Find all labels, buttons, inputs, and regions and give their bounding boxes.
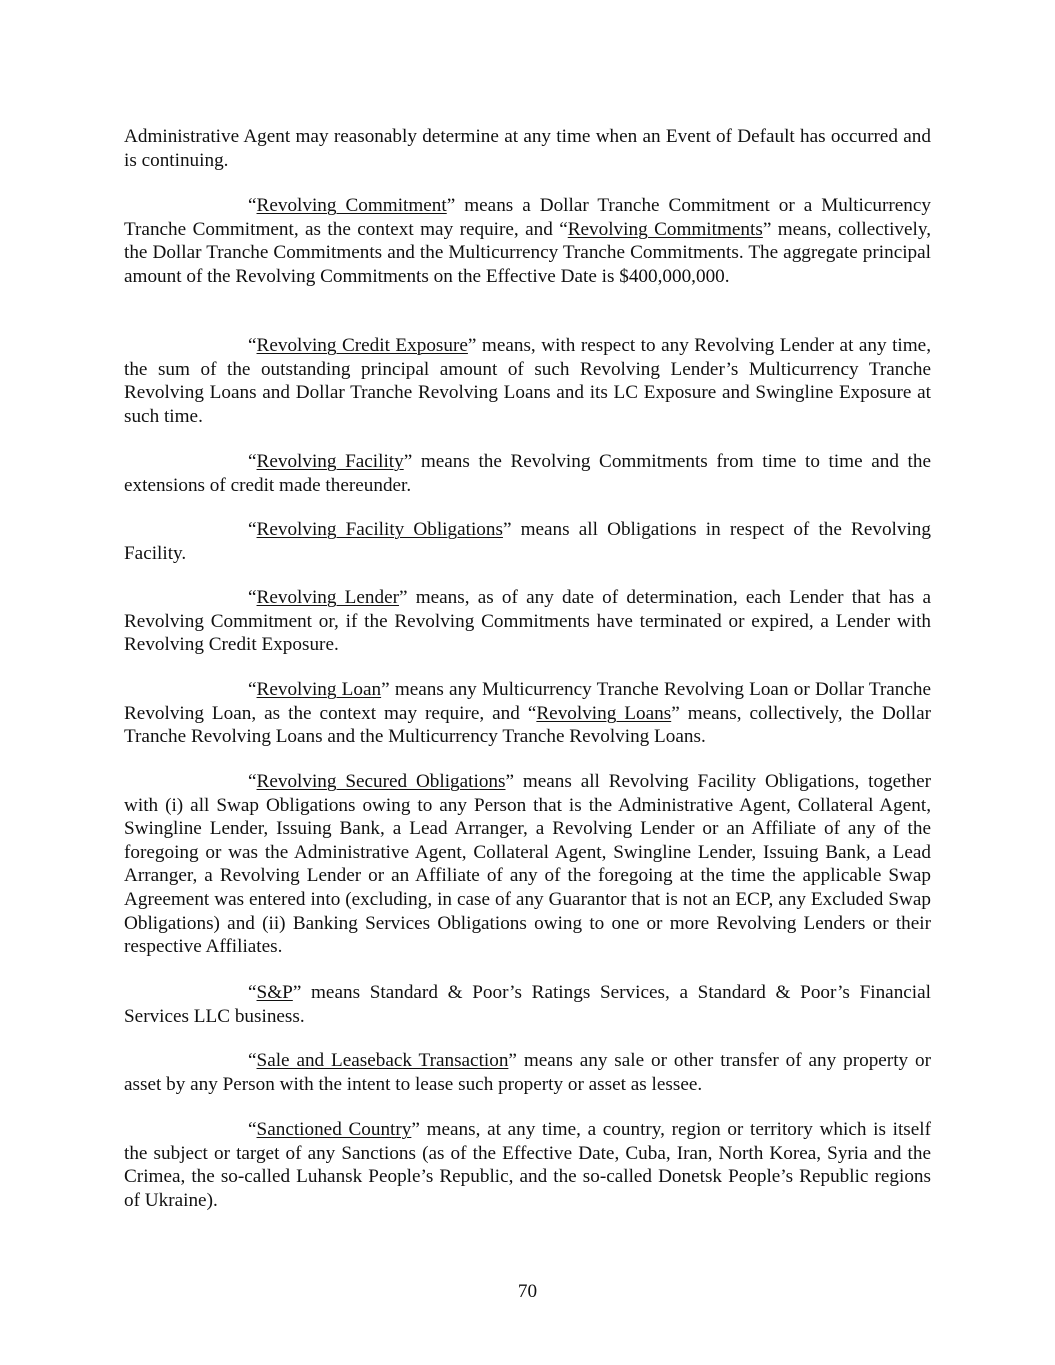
defined-term: Revolving Commitment <box>256 195 447 216</box>
definition-revolving-facility-obligations: “Revolving Facility Obligations” means all Obligations in respect of the Revolving Facility. <box>124 519 931 564</box>
defined-term: Revolving Lender <box>256 587 400 608</box>
definition-sanctioned-country: “Sanctioned Country” means, at any time, a country, region or territory which is itself the subject or target of any Sanctions (as of the Effective Date, Cuba, Iran, North Korea, Syria and the Crimea, the so-called Luhansk People’s Republic, and the so-called Donetsk People’s Republic regions of Ukraine). <box>124 1119 931 1211</box>
defined-term: Revolving Credit Exposure <box>256 335 468 356</box>
defined-term: Sale and Leaseback Transaction <box>256 1050 509 1071</box>
defined-term: Revolving Commitments <box>567 218 763 240</box>
page-number: 70 <box>517 1281 538 1302</box>
definition-revolving-lender: “Revolving Lender” means, as of any date of determination, each Lender that has a Revolving Commitment or, if the Revolving Commitments have terminated or expired, a Lender with Revolving Credit Exposure. <box>124 587 932 656</box>
defined-term: Revolving Secured Obligations <box>256 771 506 792</box>
defined-term: Revolving Loans <box>536 702 672 724</box>
defined-term: Sanctioned Country <box>256 1119 412 1140</box>
defined-term: S&P <box>256 982 293 1003</box>
defined-term: Revolving Facility Obligations <box>256 519 503 540</box>
continuation-text: Administrative Agent may reasonably determine at any time when an Event of Default has occurred and is continuing. <box>124 126 931 171</box>
definition-revolving-secured-obligations: “Revolving Secured Obligations” means all Revolving Facility Obligations, together with (i) all Swap Obligations owing to any Person that is the Administrative Agent, Collateral Agent, Swingline Lender, Issuing Bank, a Lead Arranger, a Revolving Lender or an Affiliate of any of the foregoing or was the Administrative Agent, Collateral Agent, Swingline Lender, Issuing Bank, a Lead Arranger, a Revolving Lender or an Affiliate of any of the foregoing at the time the applicable Swap Agreement was entered into (excluding, in case of any Guarantor that is not an ECP, any Excluded Swap Obligations) and (ii) Banking Services Obligations owing to one or more Revolving Lenders or their respective Affiliates. <box>124 771 932 958</box>
definition-sale-and-leaseback-transaction: “Sale and Leaseback Transaction” means any sale or other transfer of any property or asset by any Person with the intent to lease such property or asset as lessee. <box>124 1050 931 1095</box>
definition-revolving-commitment: “Revolving Commitment” means a Dollar Tranche Commitment or a Multicurrency Tranche Commitment, as the context may require, and “Revolving Commitments” means, collectively, the Dollar Tranche Commitments and the Multicurrency Tranche Commitments. The aggregate principal amount of the Revolving Commitments on the Effective Date is $400,000,000. <box>124 195 931 287</box>
defined-term: Revolving Loan <box>256 679 382 700</box>
defined-term: Revolving Facility <box>256 451 404 472</box>
definition-revolving-credit-exposure: “Revolving Credit Exposure” means, with respect to any Revolving Lender at any time, the sum of the outstanding principal amount of such Revolving Lender’s Multicurrency Tranche Revolving Loans and Dollar Tranche Revolving Loans and its LC Exposure and Swingline Exposure at such time. <box>124 335 931 427</box>
definition-revolving-loan: “Revolving Loan” means any Multicurrency Tranche Revolving Loan or Dollar Tranche Revolving Loan, as the context may require, and “Revolving Loans” means, collectively, the Dollar Tranche Revolving Loans and the Multicurrency Tranche Revolving Loans. <box>124 679 932 748</box>
definition-revolving-facility: “Revolving Facility” means the Revolving Commitments from time to time and the extensions of credit made thereunder. <box>124 451 931 496</box>
definition-s-and-p: “S&P” means Standard & Poor’s Ratings Services, a Standard & Poor’s Financial Services LLC business. <box>124 982 931 1027</box>
continuation-paragraph <box>124 125 931 172</box>
